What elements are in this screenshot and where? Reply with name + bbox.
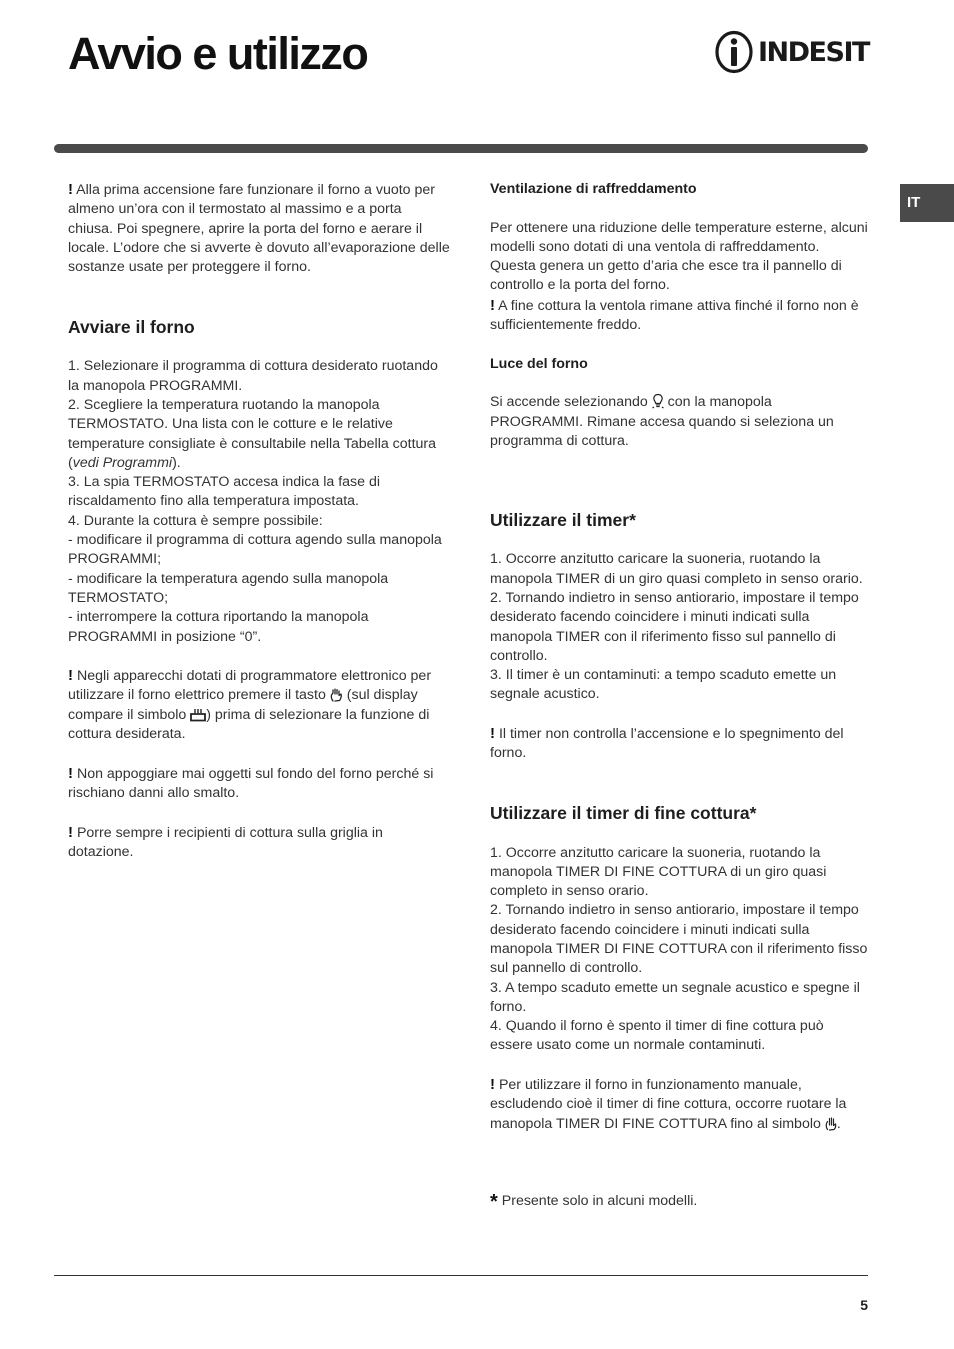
note-enamel: ! Non appoggiare mai oggetti sul fondo del forno perché si rischiano danni allo smalto. [68,764,434,801]
note-programmer: ! Negli apparecchi dotati di programmatore elettronico per utilizzare il forno elettrico premere il tasto (sul display compare il simbolo ) prima di selezionare la funzione di cottura desiderata. [68,667,432,743]
light-text: Si accende selezionando con la manopola PROGRAMMI. Rimane accesa quando si seleziona un programma di cottura. [490,394,834,449]
pot-icon [190,708,206,722]
end-step-2: 2. Tornando indietro in senso antiorario, impostare il tempo desiderato facendo coincidere i minuti indicati sulla manopola TIMER DI FINE COTTURA con il riferimento fisso sul pannello di controllo. [490,902,868,977]
step-4-b: - modificare la temperatura agendo sulla manopola TERMOSTATO; [68,570,389,606]
footnote: * Presente solo in alcuni modelli. [490,1190,698,1213]
brand-name: INDESIT [758,36,869,68]
hand-icon [330,688,343,702]
heading-avviare-forno: Avviare il forno [68,317,195,338]
step-3: 3. La spia TERMOSTATO accesa indica la fase di riscaldamento fino alla temperatura impostata. [68,474,380,510]
timer-step-3: 3. Il timer è un contaminuti: a tempo scaduto emette un segnale acustico. [490,667,837,703]
heading-ventilazione: Ventilazione di raffreddamento [490,181,697,197]
step-4-a: - modificare il programma di cottura agendo sulla manopola PROGRAMMI; [68,532,442,568]
step-4: 4. Durante la cottura è sempre possibile: [68,512,323,529]
end-note: ! Per utilizzare il forno in funzionamento manuale, escludendo cioè il timer di fine cottura, occorre ruotare la manopola TIMER DI FINE COTTURA fino al simbolo . [490,1076,847,1132]
step-2: 2. Scegliere la temperatura ruotando la manopola TERMOSTATO. Una lista con le cotture e le relative temperature consigliate è consultabile nella Tabella cottura (vedi Programmi). [68,396,437,471]
lamp-icon [652,393,664,409]
vent-note: ! A fine cottura la ventola rimane attiva finché il forno non è sufficientemente freddo. [490,296,859,334]
page-title: Avvio e utilizzo [68,28,368,79]
page-number: 5 [860,1297,868,1313]
footer-divider [54,1275,868,1276]
timer-step-2: 2. Tornando indietro in senso antiorario, impostare il tempo desiderato facendo coincidere i minuti indicati sulla manopola TIMER con il riferimento fisso sul pannello di controllo. [490,589,859,664]
vent-text: Per ottenere una riduzione delle temperature esterne, alcuni modelli sono dotati di una ventola di raffreddamento. Questa genera un getto d’aria che esce tra il pannello di controllo e la porta del forno. [490,219,868,294]
brand-logo [714,30,869,74]
heading-timer: Utilizzare il timer* [490,510,636,531]
step-1: 1. Selezionare il programma di cottura desiderato ruotando la manopola PROGRAMMI. [68,358,438,394]
intro-note: ! Alla prima accensione fare funzionare il forno a vuoto per almeno un’ora con il termostato al massimo e a porta chiusa. Poi spegnere, aprire la porta del forno e aerare il locale. L’odore che si avverte è dovuto all’evaporazione delle sostanze usate per proteggere il forno. [68,181,450,276]
step-4-c: - interrompere la cottura riportando la manopola PROGRAMMI in posizione “0”. [68,609,369,645]
note-grill: ! Porre sempre i recipienti di cottura sulla griglia in dotazione. [68,823,383,860]
end-step-1: 1. Occorre anzitutto caricare la suoneria, ruotando la manopola TIMER DI FINE COTTURA di un giro quasi completo in senso orario. [490,844,827,900]
footnote-asterisk: * [490,1190,498,1213]
language-tab: IT [900,184,954,222]
end-step-4: 4. Quando il forno è spento il timer di fine cottura può essere usato come un normale contaminuti. [490,1018,824,1054]
timer-note: ! Il timer non controlla l’accensione e lo spegnimento del forno. [490,725,844,762]
left-column [68,180,450,862]
indesit-logo-icon [714,30,754,74]
header-divider-bar [54,144,868,153]
hand-icon [825,1117,837,1131]
timer-step-1: 1. Occorre anzitutto caricare la suoneria, ruotando la manopola TIMER di un giro quasi completo in senso orario. [490,551,863,587]
end-step-3: 3. A tempo scaduto emette un segnale acustico e spegne il forno. [490,979,860,1015]
heading-timer-fine-cottura: Utilizzare il timer di fine cottura* [490,803,757,824]
heading-luce: Luce del forno [490,355,588,372]
right-column [490,180,868,1212]
warning-mark: ! [68,181,73,198]
